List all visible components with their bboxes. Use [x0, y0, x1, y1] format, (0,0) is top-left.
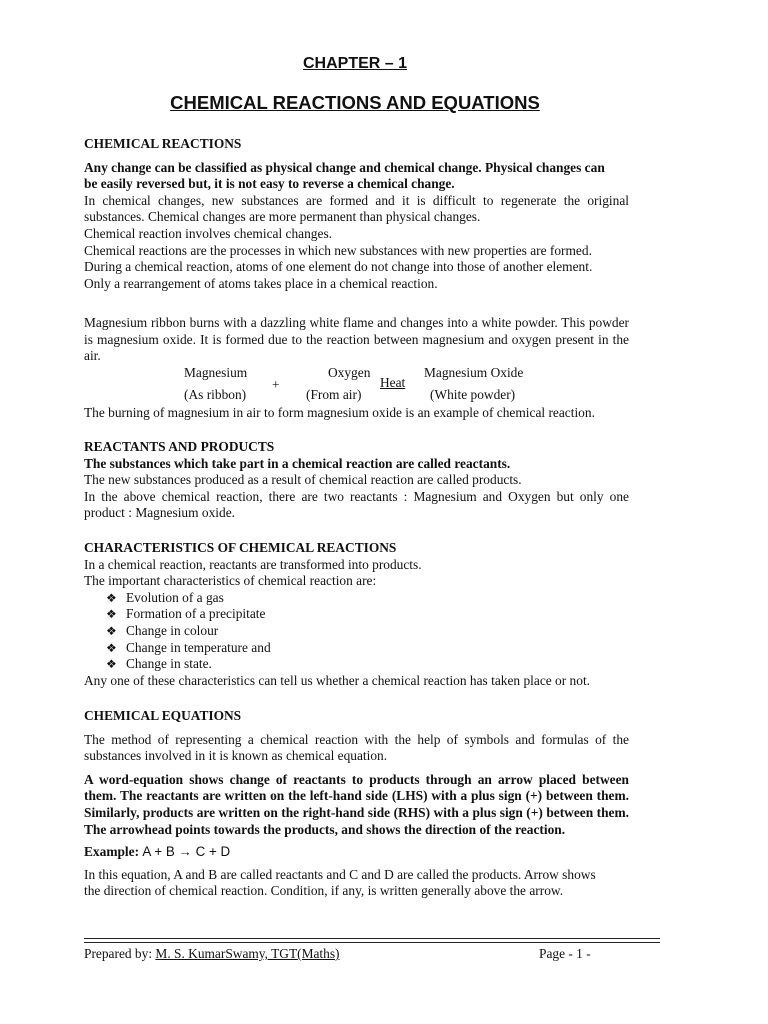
example-line: The burning of magnesium in air to form magnesium oxide is an example of chemical reaction.	[84, 405, 595, 420]
section-characteristics	[84, 540, 629, 689]
diamond-bullet-icon: ❖	[106, 623, 117, 638]
product-state: (White powder)	[430, 387, 516, 402]
footer-rule	[84, 938, 660, 943]
section-heading: CHEMICAL REACTIONS	[84, 136, 242, 151]
diamond-bullet-icon: ❖	[106, 607, 117, 622]
list-item: ❖ Change in state.	[106, 656, 212, 672]
paragraph-line: Chemical reactions are the processes in which new substances with new properties are formed.	[84, 242, 592, 258]
diamond-bullet-icon: ❖	[106, 640, 117, 655]
list-item: ❖ Evolution of a gas	[106, 589, 224, 605]
chapter-heading: CHAPTER – 1	[302, 55, 408, 72]
page-footer	[84, 946, 604, 963]
bold-intro: Any change can be classified as physical change and chemical change. Physical changes can be easily reversed but, it is not easy to reverse a chemical change.	[84, 159, 605, 192]
paragraph-line: Any one of these characteristics can tell us whether a chemical reaction has taken place or not.	[84, 672, 591, 688]
section-heading: CHEMICAL EQUATIONS	[84, 708, 242, 723]
list-item: ❖ Formation of a precipitate	[106, 606, 266, 622]
definition-paragraph: The method of representing a chemical reaction with the help of symbols and formulas of the substances involved in it is known as chemical equation.	[84, 731, 629, 764]
paragraph-line: During a chemical reaction, atoms of one element do not change into those of another element.	[84, 259, 593, 275]
diamond-bullet-icon: ❖	[106, 657, 117, 672]
paragraph-line: In the above chemical reaction, there are two reactants : Magnesium and Oxygen but only one product : Magnesium oxide.	[84, 488, 629, 521]
reactant-1-state: (As ribbon)	[184, 387, 247, 402]
characteristics-list	[104, 590, 629, 673]
section-heading: CHARACTERISTICS OF CHEMICAL REACTIONS	[84, 540, 397, 555]
section-chemical-equations	[84, 708, 629, 900]
bold-definition: The substances which take part in a chemical reaction are called reactants.	[84, 455, 511, 471]
prepared-label: Prepared by:	[84, 946, 153, 961]
example-label: Example:	[84, 844, 140, 860]
paragraph-line: Chemical reaction involves chemical changes.	[84, 225, 333, 241]
example-equation: A + B → C + D	[142, 844, 231, 860]
paragraph-line: The important characteristics of chemical reaction are:	[84, 573, 377, 589]
author-name: M. S. KumarSwamy, TGT(Maths)	[155, 946, 340, 961]
paragraph-line: Only a rearrangement of atoms takes place in a chemical reaction.	[84, 275, 438, 291]
product: Magnesium Oxide	[424, 365, 524, 380]
magnesium-paragraph: Magnesium ribbon burns with a dazzling white flame and changes into a white powder. This powder is magnesium oxide. It is formed due to the reaction between magnesium and oxygen present in the air.	[84, 315, 629, 364]
list-item: ❖ Change in temperature and	[106, 639, 271, 655]
section-reactants-products	[84, 439, 629, 522]
word-equation	[84, 364, 629, 404]
reactant-2-state: (From air)	[306, 387, 362, 402]
bold-paragraph: A word-equation shows change of reactants to products through an arrow placed between them. The reactants are written on the left-hand side (LHS) with a plus sign (+) between them. Similarly, products are written on the right-hand side (RHS) with a plus sign (+) between them. The arrowhead points towards the products, and shows the direction of the reaction.	[84, 771, 629, 837]
page-number: Page - 1 -	[539, 946, 591, 961]
list-item: ❖ Change in colour	[106, 622, 219, 638]
paragraph-line: The new substances produced as a result of chemical reaction are called products.	[84, 472, 522, 488]
example-row	[84, 844, 629, 861]
page-title: CHEMICAL REACTIONS AND EQUATIONS	[170, 92, 540, 113]
explanation-paragraph: In this equation, A and B are called reactants and C and D are called the products. Arrow shows the direction of chemical reaction. Condition, if any, is written generally above the arrow.	[84, 866, 596, 899]
reactant-1: Magnesium	[184, 365, 248, 380]
plus-sign: +	[272, 377, 280, 392]
paragraph-line: In chemical changes, new substances are formed and it is difficult to regenerate the original substances. Chemical changes are more permanent than physical changes.	[84, 192, 629, 225]
condition-heat: Heat	[380, 375, 406, 390]
section-heading: REACTANTS AND PRODUCTS	[84, 439, 275, 454]
reactant-2: Oxygen	[328, 365, 371, 380]
diamond-bullet-icon: ❖	[106, 590, 117, 605]
paragraph-line: In a chemical reaction, reactants are transformed into products.	[84, 556, 422, 572]
section-chemical-reactions	[84, 136, 629, 292]
